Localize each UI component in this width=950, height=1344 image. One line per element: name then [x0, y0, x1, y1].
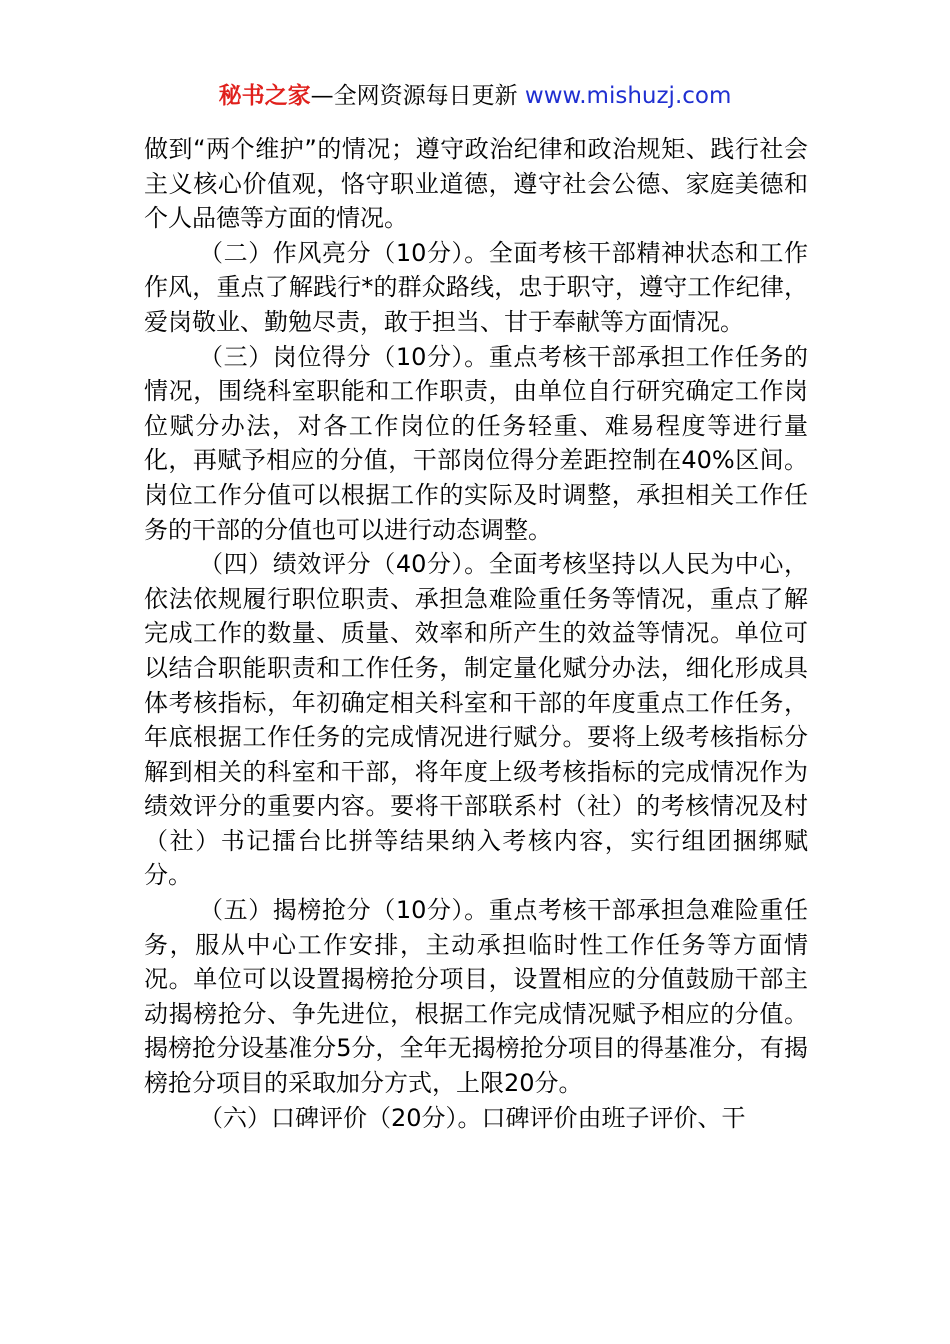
paragraph-section-2: （二）作风亮分（10分）。全面考核干部精神状态和工作作风，重点了解践行*的群众路线，忠于职守，遵守工作纪律，爱岗敬业、勤勉尽责，敢于担当、甘于奉献等方面情况。: [144, 238, 808, 336]
paragraph-continuation: 做到“两个维护”的情况；遵守政治纪律和政治规矩、践行社会主义核心价值观，恪守职业道德，遵守社会公德、家庭美德和个人品德等方面的情况。: [144, 135, 808, 233]
header-slogan: —全网资源每日更新: [310, 83, 525, 109]
paragraph-section-5: （五）揭榜抢分（10分）。重点考核干部承担急难险重任务，服从中心工作安排，主动承担临时性工作任务等方面情况。单位可以设置揭榜抢分项目，设置相应的分值鼓励干部主动揭榜抢分、争先进位，根据工作完成情况赋予相应的分值。揭榜抢分设基准分5分，全年无揭榜抢分项目的得基准分，有揭榜抢分项目的采取加分方式，上限20分。: [144, 896, 808, 1098]
paragraph-section-6: （六）口碑评价（20分）。口碑评价由班子评价、干: [199, 1103, 746, 1132]
site-header: [0, 80, 950, 112]
paragraph-section-4: （四）绩效评分（40分）。全面考核坚持以人民为中心，依法依规履行职位职责、承担急难险重任务等情况，重点了解完成工作的数量、质量、效率和所产生的效益等情况。单位可以结合职能职责和工作任务，制定量化赋分办法，细化形成具体考核指标，年初确定相关科室和干部的年度重点工作任务，年底根据工作任务的完成情况进行赋分。要将上级考核指标分解到相关的科室和干部，将年度上级考核指标的完成情况作为绩效评分的重要内容。要将干部联系村（社）的考核情况及村（社）书记擂台比拼等结果纳入考核内容，实行组团捆绑赋分。: [144, 550, 808, 890]
document-body: [144, 132, 808, 1135]
brand-name: 秘书之家: [218, 83, 311, 109]
paragraph-section-3: （三）岗位得分（10分）。重点考核干部承担工作任务的情况，围绕科室职能和工作职责，由单位自行研究确定工作岗位赋分办法，对各工作岗位的任务轻重、难易程度等进行量化，再赋予相应的分值，干部岗位得分差距控制在40%区间。岗位工作分值可以根据工作的实际及时调整，承担相关工作任务的干部的分值也可以进行动态调整。: [144, 342, 808, 544]
site-url-link[interactable]: www.mishuzj.com: [524, 83, 732, 109]
